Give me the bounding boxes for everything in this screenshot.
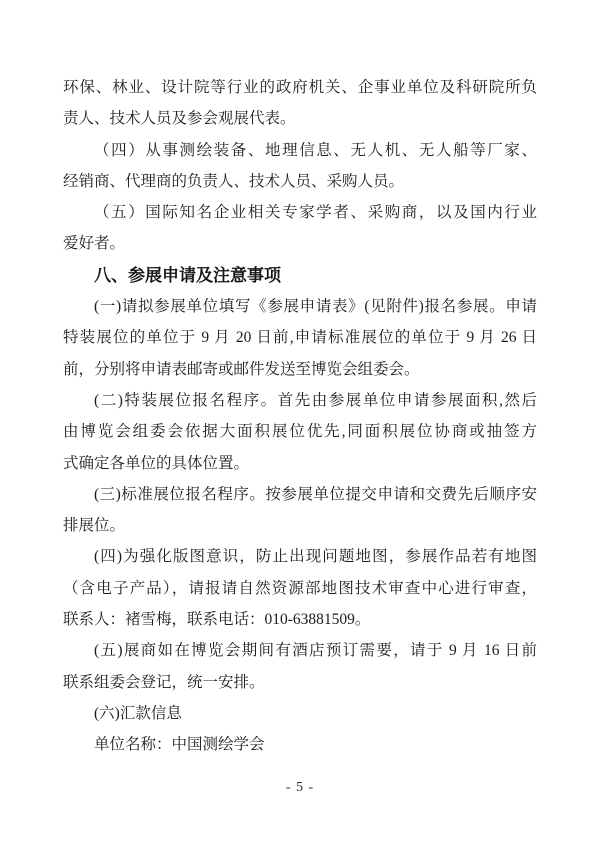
text-line: (一)请拟参展单位填写《参展申请表》(见附件)报名参展。申请 [94, 298, 537, 316]
text-line: (四)为强化版图意识，防止出现问题地图，参展作品若有地图 [94, 548, 537, 566]
text-line: 联系组委会登记，统一安排。 [63, 673, 265, 691]
text-line: 单位名称：中国测绘学会 [94, 736, 265, 754]
text-line: 联系人：褚雪梅，联系电话：010-63881509。 [63, 611, 371, 629]
text-line: (五)展商如在博览会期间有酒店预订需要，请于 9 月 16 日前 [94, 642, 537, 660]
text-line: （五）国际知名企业相关专家学者、采购商，以及国内行业 [94, 204, 537, 222]
text-line: 由博览会组委会依据大面积展位优先,同面积展位协商或抽签方 [63, 423, 537, 441]
text-line: 前，分别将申请表邮寄或邮件发送至博览会组委会。 [63, 360, 420, 378]
section-heading: 八、参展申请及注意事项 [94, 265, 281, 285]
text-line: 排展位。 [63, 517, 126, 535]
text-line: (六)汇款信息 [94, 704, 182, 722]
text-line: 特装展位的单位于 9 月 20 日前,申请标准展位的单位于 9 月 26 日 [63, 329, 537, 347]
text-line: 经销商、代理商的负责人、技术人员、采购人员。 [63, 172, 405, 190]
text-line: 环保、林业、设计院等行业的政府机关、企事业单位及科研院所负 [63, 79, 537, 96]
text-line: 爱好者。 [63, 235, 126, 253]
text-line: (三)标准展位报名程序。按参展单位提交申请和交费先后顺序安 [94, 485, 537, 503]
text-line: 式确定各单位的具体位置。 [63, 454, 250, 472]
document-body [63, 72, 537, 761]
page-number: - 5 - [285, 780, 315, 795]
text-line: （四）从事测绘装备、地理信息、无人机、无人船等厂家、 [94, 141, 537, 159]
text-line: (二)特装展位报名程序。首先由参展单位申请参展面积,然后 [94, 391, 537, 409]
text-line: 责人、技术人员及参会观展代表。 [63, 110, 296, 128]
text-line: （含电子产品），请报请自然资源部地图技术审查中心进行审查， [63, 579, 537, 597]
